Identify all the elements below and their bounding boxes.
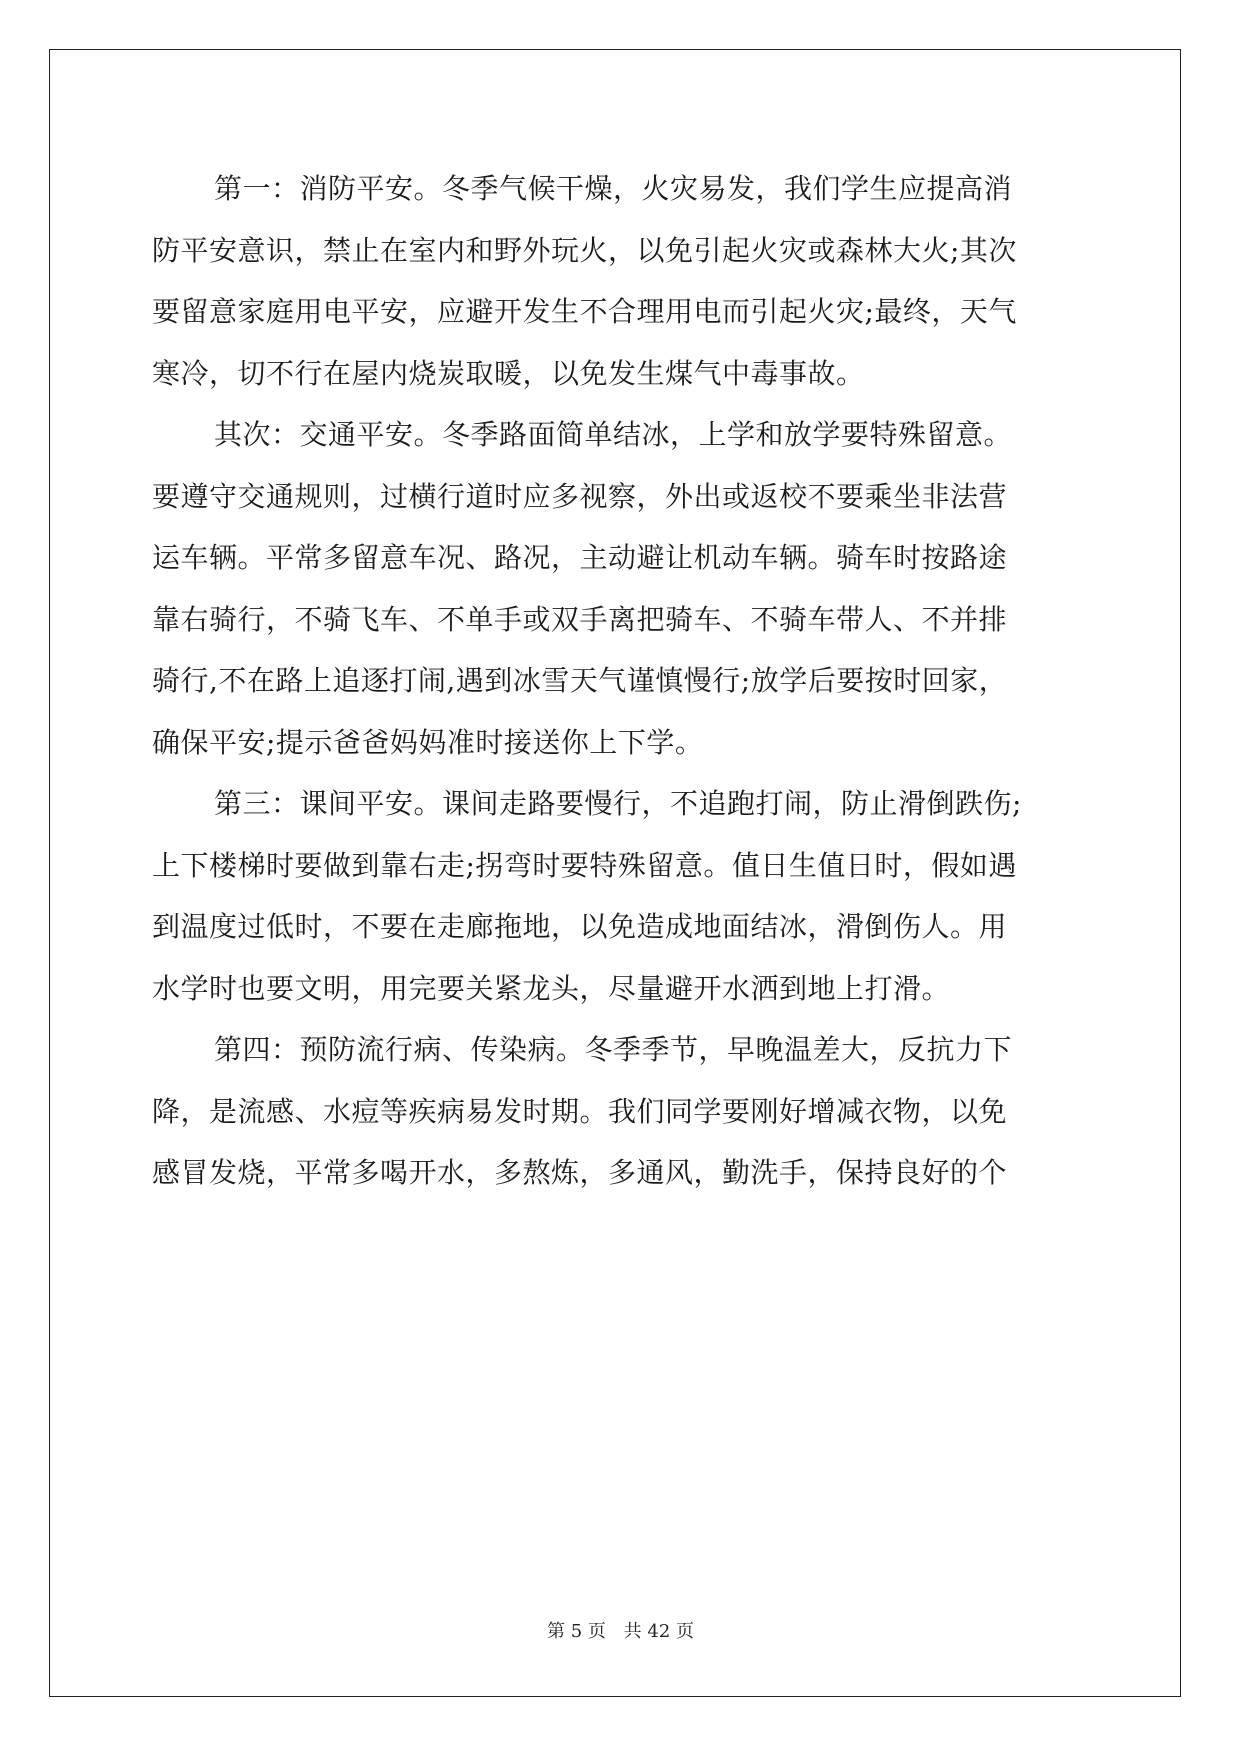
paragraph-line: 要留意家庭用电平安，应避开发生不合理用电而引起火灾;最终，天气 <box>152 295 1017 328</box>
paragraph-line: 水学时也要文明，用完要关紧龙头，尽量避开水洒到地上打滑。 <box>152 971 951 1005</box>
page-total: 共 42 页 <box>623 1621 694 1642</box>
paragraph-line: 要遵守交通规则，过横行道时应多视察，外出或返校不要乘坐非法营 <box>152 479 1008 513</box>
paragraph-line: 寒冷，切不行在屋内烧炭取暖，以免发生煤气中毒事故。 <box>152 356 865 390</box>
paragraph-line: 确保平安;提示爸爸妈妈准时接送你上下学。 <box>152 725 704 759</box>
paragraph-line: 其次：交通平安。冬季路面简单结冰，上学和放学要特殊留意。 <box>214 418 1013 451</box>
page-footer <box>0 1617 1241 1643</box>
paragraph-line: 第四：预防流行病、传染病。冬季季节，早晚温差大，反抗力下 <box>214 1033 1013 1066</box>
page-number: 第 5 页 <box>547 1621 606 1642</box>
paragraph-line: 运车辆。平常多留意车况、路况，主动避让机动车辆。骑车时按路途 <box>152 541 1008 574</box>
paragraph-line: 第一：消防平安。冬季气候干燥，火灾易发，我们学生应提高消 <box>214 172 1013 205</box>
paragraph-line: 防平安意识，禁止在室内和野外玩火，以免引起火灾或森林大火;其次 <box>152 233 1017 267</box>
paragraph-line: 第三：课间平安。课间走路要慢行，不追跑打闹，防止滑倒跌伤; <box>214 787 1022 820</box>
document-body <box>152 158 1088 1204</box>
paragraph-line: 上下楼梯时要做到靠右走;拐弯时要特殊留意。值日生值日时，假如遇 <box>152 848 1017 882</box>
paragraph-line: 骑行,不在路上追逐打闹,遇到冰雪天气谨慎慢行;放学后要按时回家， <box>152 664 1008 697</box>
paragraph-line: 降，是流感、水痘等疾病易发时期。我们同学要刚好增减衣物，以免 <box>152 1094 1008 1128</box>
paragraph-line: 靠右骑行，不骑飞车、不单手或双手离把骑车、不骑车带人、不并排 <box>152 602 1008 636</box>
paragraph-line: 感冒发烧，平常多喝开水，多熬炼，多通风，勤洗手，保持良好的个 <box>152 1156 1008 1189</box>
paragraph-line: 到温度过低时，不要在走廊拖地，以免造成地面结冰，滑倒伤人。用 <box>152 910 1008 943</box>
